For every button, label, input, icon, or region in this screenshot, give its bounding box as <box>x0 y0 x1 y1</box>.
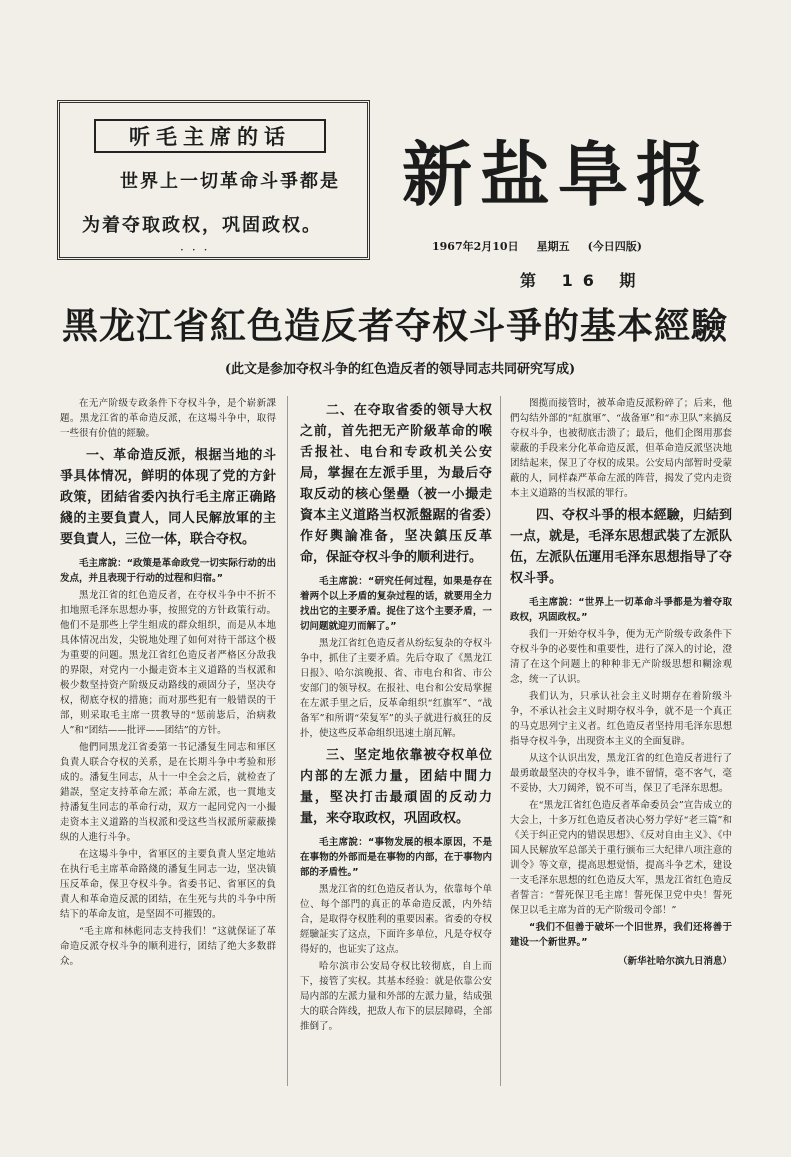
paragraph: “毛主席和林彪同志支持我们！”这就保证了革命造反派夺权斗争的顺利进行，团结了绝大多数群众。 <box>60 926 276 967</box>
article-column-1 <box>60 396 276 1086</box>
masthead-title: 新盐阜报 <box>402 134 714 216</box>
weekday: 星期五 <box>536 240 570 253</box>
paragraph: 我们一开始夺权斗争，便为无产阶级专政条件下夺权斗争的必要性和重要性，进行了深入的讨论，澄清了在这个问题上的种种非无产阶级思想和糊涂观念，统一了认识。 <box>510 629 732 685</box>
paragraph: 我们认为，只承认社会主义时期存在着阶级斗争，不承认社会主义时期夺权斗争，就不是一个真正的马克思列宁主义者。红色造反者坚持用毛泽东思想指导夺权斗争，出现资本主义的全面复辟。 <box>510 691 732 747</box>
paragraph: 黑龙江省的红色造反者，在夺权斗争中不折不扣地照毛泽东思想办事，按照党的方针政策行动。他们不是那些上学生组成的群众组织，而是从本地具体情况出发，尖锐地处理了如何对待干部这个极为重要的问题。黑龙江省红色造反者严格区分敌我的界限，对党内一小撮走资本主义道路的当权派和极少数坚持资产阶级反动路线的顽固分子，坚决夺权，彻底夺权的措施；而对那些犯有一般错误的干部，则采取毛主席一贯教导的“惩前毖后，治病救人”和“团结——批评——团结”的方针。 <box>60 590 276 736</box>
mao-quote: “我们不但善于破坏一个旧世界，我们还将善于建设一个新世界。” <box>510 922 732 948</box>
article-column-2 <box>300 396 492 1096</box>
paragraph: 在无产阶级专政条件下夺权斗争，是个崭新課題。黑龙江省的革命造反派，在这場斗争中，取得一些很有价值的經驗。 <box>60 398 276 439</box>
section-heading: 三、坚定地依靠被夺权单位内部的左派力量，团結中間力量，堅决打击最頑固的反动力量，来夺取政权，巩固政权。 <box>300 748 492 826</box>
quote-dots: ··· <box>180 243 216 257</box>
section-heading: 一、革命造反派，根据当地的斗爭具体情况，鲜明的体现了党的方針政策，团結省委內执行毛主席正确路綫的主要負責人，同人民解放軍的主要負責人，三位一体，联合夺权。 <box>60 448 276 547</box>
byline: （新华社哈尔滨九日消息） <box>617 956 732 967</box>
column-divider <box>287 396 288 1086</box>
mao-quote: 毛主席說：“研究任何过程，如果是存在着两个以上矛盾的复杂过程的话，就要用全力找出它的主要矛盾。捉住了这个主要矛盾，一切问题就迎刃而解了。” <box>300 576 492 632</box>
issue-number: 第 16 期 <box>520 271 646 290</box>
section-heading: 二、在夺取省委的领导大权之前，首先把无产阶級革命的喉舌报社、电台和专政机关公安局，掌握在左派手里，为最后夺取反动的核心堡壘（被一小撮走資本主义道路当权派盤踞的省委）作好輿論准备，坚决鎮压反革命，保証夺权斗争的顺利进行。 <box>300 403 492 565</box>
paragraph: 黑龙江省红色造反者从纷纭复杂的夺权斗争中，抓住了主要矛盾。先后夺取了《黑龙江日报》、哈尔滨晚报、省、市电台和省、市公安部门的领导权。在报社、电台和公安局掌握在左派手里之后，反革命组织“红旗军”、“战备军”和所谓“荣复军”的头子就进行疯狂的反扑，使这些反革命组织迅速土崩瓦解。 <box>300 638 492 739</box>
quote-heading: 听毛主席的话 <box>94 119 326 153</box>
paragraph: 在“黑龙江省红色造反者革命委员会”宣告成立的大会上，十多万红色造反者决心努力学好“老三篇”和《关于纠正党内的错误思想》、《反对自由主义》、《中国人民解放军总部关于重行颁布三大纪律八项注意的训令》等文章，提高思想觉悟，提高斗争艺术，建设一支毛泽东思想的红色造反大军，黑龙江省红色造反者誓言：“誓死保卫毛主席！誓死保卫党中央！誓死保卫以毛主席为首的无产阶级司令部！” <box>510 800 732 916</box>
section-heading: 四、夺权斗爭的根本經驗，归結到一点，就是，毛泽东思想武裝了左派队伍，左派队伍運用毛泽东思想指导了夺权斗爭。 <box>510 508 732 586</box>
paragraph: 他們同黑龙江省委第一书记潘复生同志和軍区負責人联合夺权的关系，是在长期斗争中考验和形成的。潘复生同志，从十一中全会之后，就检查了錯誤，坚定支持革命左派；革命左派，也一貫地支持潘复生同志的革命行动，双方一起同党內一小撮走资本主义道路的当权派和受这些当权派所蒙蔽操纵的人進行斗争。 <box>60 742 276 843</box>
paragraph: 图揽而接管时，被革命造反派粉碎了；后来，他們勾结外部的“紅旗軍”、“战备軍”和“赤卫队”来搞反夺权斗争，也被彻底击溃了；最后，他们企图用那套蒙蔽的手段来分化革命造反派，但革命造反派坚决地团结起来，保卫了夺权的成果。公安局内部暂时受蒙蔽的人，同样森严革命左派的阵营，揭发了党内走资本主义道路的当权派的罪行。 <box>510 398 732 499</box>
mao-quote: 毛主席說：“政策是革命政党一切实际行动的出发点，并且表现于行动的过程和归宿。” <box>60 558 276 584</box>
mao-quote: 毛主席說：“世界上一切革命斗爭都是为着夺取政权，巩固政权。” <box>510 597 732 623</box>
article-headline: 黑龙江省紅色造反者夺权斗爭的基本經驗 <box>61 306 728 347</box>
edition: (今日四版) <box>587 240 642 253</box>
article-column-3 <box>510 396 732 1096</box>
dateline <box>432 238 642 254</box>
date: 1967年2月10日 <box>432 240 519 253</box>
paragraph: 从这个认识出发，黑龙江省的红色造反者进行了最勇敢最坚决的夺权斗争，谁不留情，毫不客气，毫不妥协，大刀阔斧，锐不可当，保卫了毛泽东思想。 <box>510 753 732 794</box>
quote-box <box>57 100 370 260</box>
quote-line-2: 为着夺取政权，巩固政权。 <box>82 215 322 236</box>
quote-line-1: 世界上一切革命斗爭都是 <box>120 171 340 192</box>
article-subhead: (此文是参加夺权斗争的红色造反者的领导同志共同研究写成) <box>224 362 576 377</box>
mao-quote: 毛主席說：“事物发展的根本原因，不是在事物的外部而是在事物的内部，在于事物内部的矛盾性。” <box>300 837 492 878</box>
column-divider <box>500 396 501 1086</box>
paragraph: 在这場斗争中，省軍区的主要負責人坚定地站在执行毛主席革命路綫的潘复生同志一边，坚决镇压反革命，保卫夺权斗争。省委书记、省軍区的負責人和革命造反派的团结，在生死与共的斗争中所结下的革命友谊，是坚固不可摧毁的。 <box>60 849 276 920</box>
paragraph: 哈尔滨市公安局夺权比较彻底，自上而下，接管了实权。其基本经验：就是依靠公安局内部的左派力量和外部的左派力量，结成强大的联合阵线，把敌人布下的层层障碍，全部推倒了。 <box>300 961 492 1032</box>
paragraph: 黑龙江省的红色造反者认为，依靠每个单位、每个部門的真正的革命造反派，内外结合，是取得夺权胜利的重要因素。省委的夺权經驗証实了这点，下面许多单位，凡是夺权夺得好的，也证实了这点。 <box>300 884 492 955</box>
